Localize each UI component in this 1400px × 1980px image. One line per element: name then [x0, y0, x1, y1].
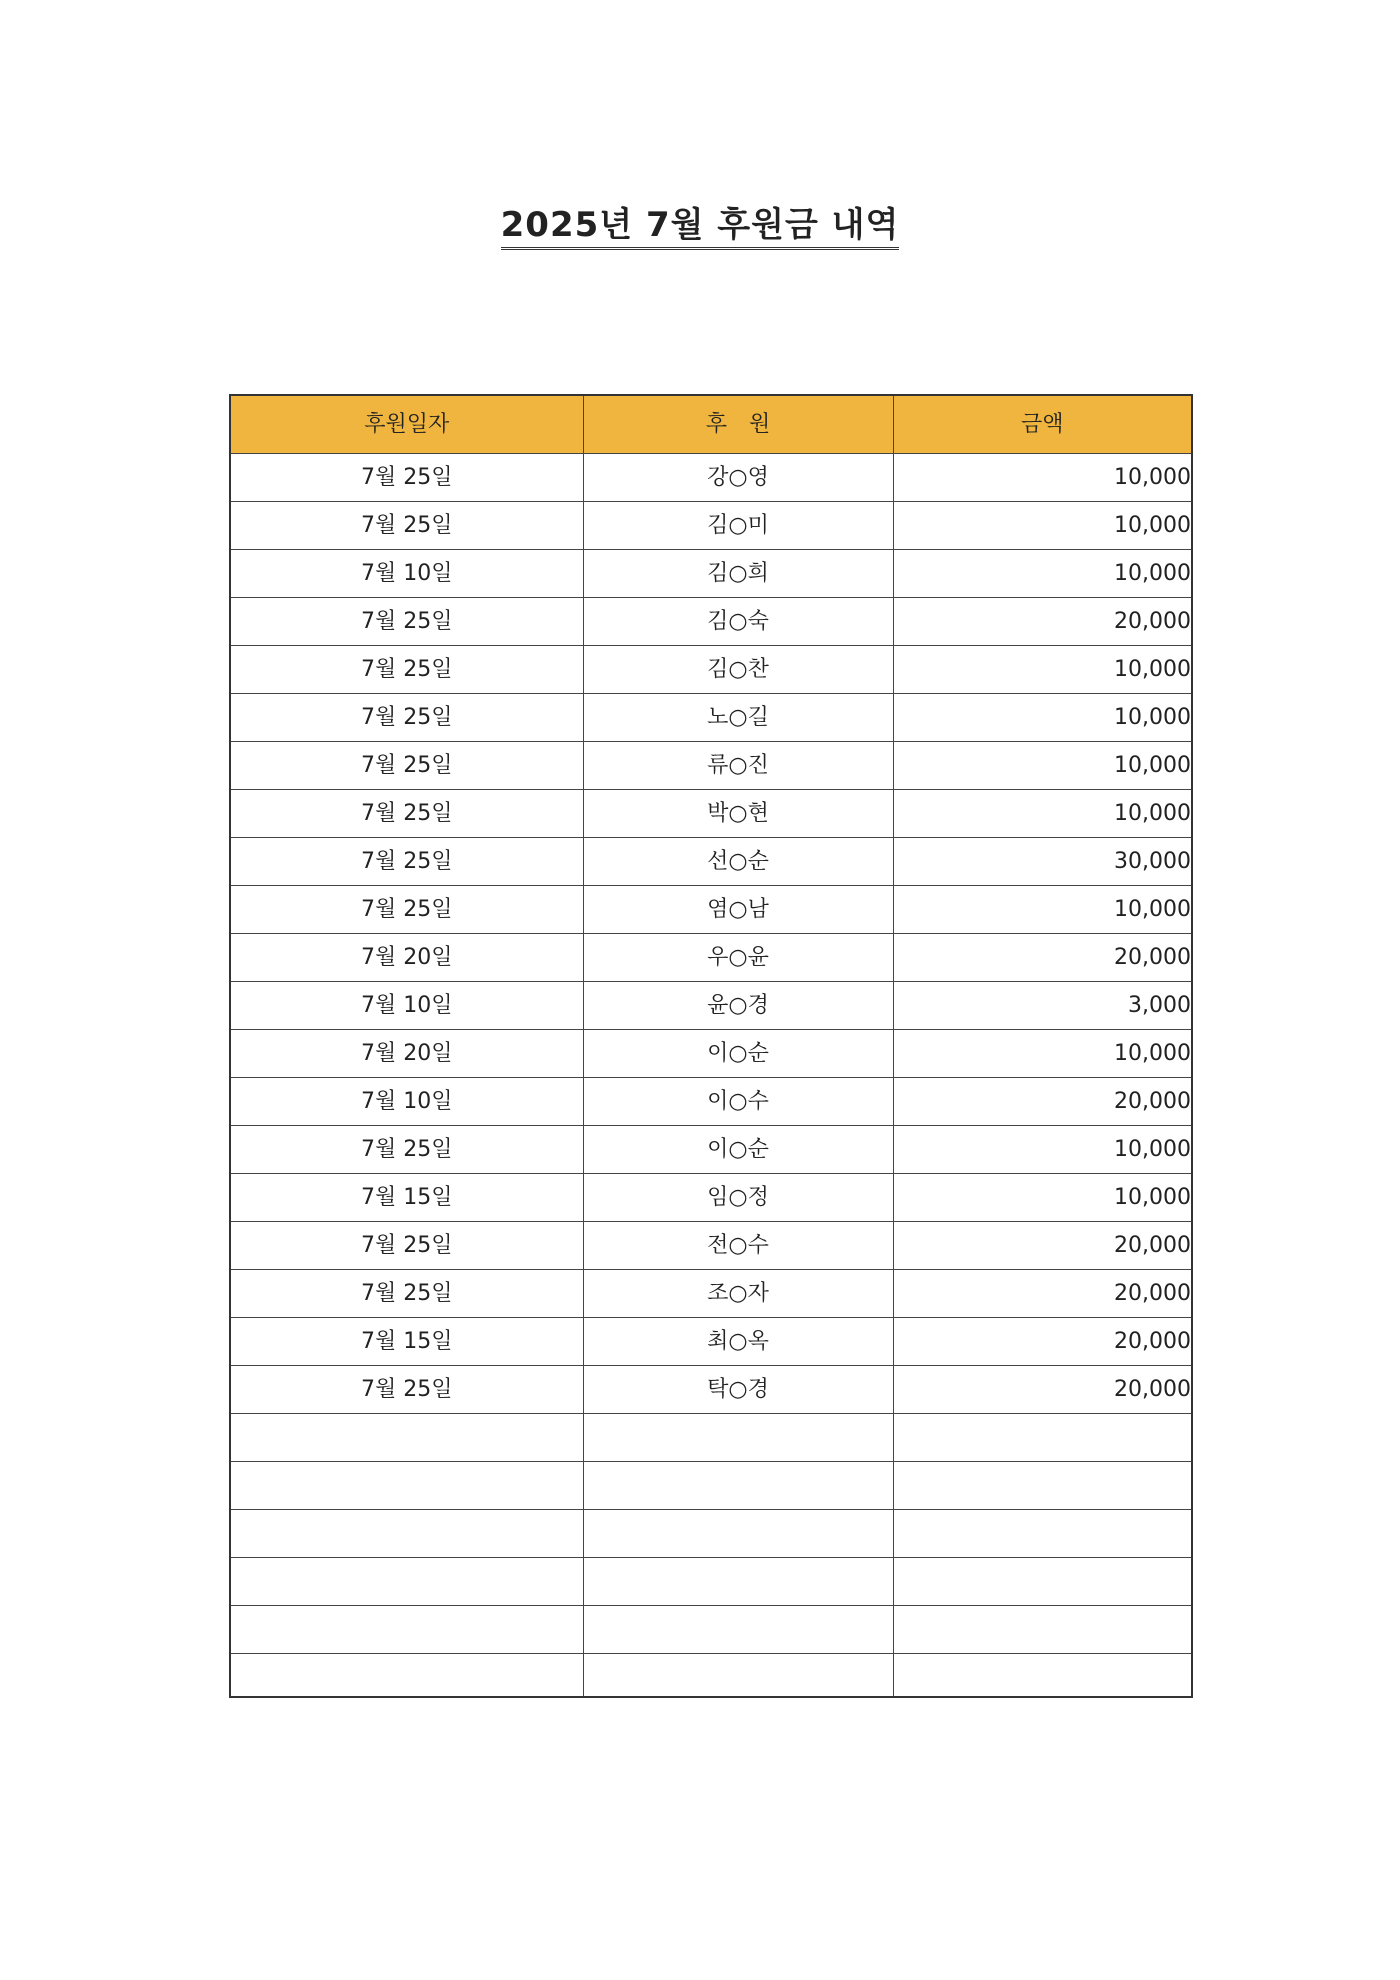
table-row [230, 838, 1192, 886]
date-cell: 7월 25일 [230, 694, 583, 742]
date-cell: 7월 10일 [230, 1078, 583, 1126]
empty-table-row [230, 1654, 1192, 1698]
table-row [230, 502, 1192, 550]
table-row [230, 550, 1192, 598]
amount-cell: 10,000 [893, 502, 1192, 550]
date-cell: 7월 10일 [230, 982, 583, 1030]
table-row [230, 1030, 1192, 1078]
page-title [0, 205, 1400, 250]
amount-cell: 10,000 [893, 1030, 1192, 1078]
donor-cell: 최○옥 [583, 1318, 893, 1366]
donation-table-body [230, 454, 1192, 1698]
empty-cell [893, 1654, 1192, 1698]
date-cell: 7월 25일 [230, 646, 583, 694]
table-row [230, 1222, 1192, 1270]
donation-table [229, 394, 1193, 1698]
date-cell: 7월 25일 [230, 1126, 583, 1174]
table-row [230, 1078, 1192, 1126]
header-date: 후원일자 [230, 395, 583, 454]
donor-cell: 임○정 [583, 1174, 893, 1222]
amount-cell: 10,000 [893, 550, 1192, 598]
amount-cell: 10,000 [893, 1126, 1192, 1174]
amount-cell: 3,000 [893, 982, 1192, 1030]
empty-cell [583, 1510, 893, 1558]
table-row [230, 1174, 1192, 1222]
amount-cell: 20,000 [893, 1222, 1192, 1270]
donor-cell: 선○순 [583, 838, 893, 886]
table-row [230, 1270, 1192, 1318]
amount-cell: 10,000 [893, 646, 1192, 694]
table-row [230, 982, 1192, 1030]
donor-cell: 이○수 [583, 1078, 893, 1126]
empty-cell [583, 1654, 893, 1698]
table-row [230, 1366, 1192, 1414]
donor-cell: 염○남 [583, 886, 893, 934]
empty-cell [230, 1510, 583, 1558]
empty-cell [583, 1462, 893, 1510]
empty-cell [230, 1654, 583, 1698]
date-cell: 7월 25일 [230, 1222, 583, 1270]
date-cell: 7월 25일 [230, 1270, 583, 1318]
donor-cell: 이○순 [583, 1126, 893, 1174]
empty-cell [583, 1558, 893, 1606]
date-cell: 7월 25일 [230, 1366, 583, 1414]
date-cell: 7월 20일 [230, 1030, 583, 1078]
donor-cell: 김○미 [583, 502, 893, 550]
donor-cell: 강○영 [583, 454, 893, 502]
empty-cell [230, 1462, 583, 1510]
empty-cell [893, 1558, 1192, 1606]
amount-cell: 10,000 [893, 742, 1192, 790]
empty-table-row [230, 1414, 1192, 1462]
table-row [230, 886, 1192, 934]
date-cell: 7월 25일 [230, 454, 583, 502]
amount-cell: 20,000 [893, 598, 1192, 646]
empty-table-row [230, 1606, 1192, 1654]
amount-cell: 20,000 [893, 1366, 1192, 1414]
date-cell: 7월 25일 [230, 598, 583, 646]
table-row [230, 598, 1192, 646]
amount-cell: 20,000 [893, 1078, 1192, 1126]
empty-cell [893, 1462, 1192, 1510]
donor-cell: 김○희 [583, 550, 893, 598]
donor-cell: 이○순 [583, 1030, 893, 1078]
empty-cell [583, 1606, 893, 1654]
table-row [230, 742, 1192, 790]
amount-cell: 20,000 [893, 934, 1192, 982]
empty-table-row [230, 1558, 1192, 1606]
donor-cell: 탁○경 [583, 1366, 893, 1414]
empty-cell [583, 1414, 893, 1462]
amount-cell: 20,000 [893, 1318, 1192, 1366]
amount-cell: 10,000 [893, 694, 1192, 742]
date-cell: 7월 10일 [230, 550, 583, 598]
empty-table-row [230, 1462, 1192, 1510]
table-row [230, 454, 1192, 502]
header-amount: 금액 [893, 395, 1192, 454]
date-cell: 7월 25일 [230, 742, 583, 790]
amount-cell: 30,000 [893, 838, 1192, 886]
table-row [230, 790, 1192, 838]
amount-cell: 10,000 [893, 454, 1192, 502]
date-cell: 7월 25일 [230, 886, 583, 934]
table-row [230, 646, 1192, 694]
table-header-row [230, 395, 1192, 454]
table-row [230, 1126, 1192, 1174]
donor-cell: 전○수 [583, 1222, 893, 1270]
empty-table-row [230, 1510, 1192, 1558]
donor-cell: 우○윤 [583, 934, 893, 982]
date-cell: 7월 25일 [230, 502, 583, 550]
date-cell: 7월 15일 [230, 1318, 583, 1366]
empty-cell [230, 1606, 583, 1654]
donor-cell: 김○숙 [583, 598, 893, 646]
table-row [230, 1318, 1192, 1366]
header-donor: 후 원 [583, 395, 893, 454]
date-cell: 7월 15일 [230, 1174, 583, 1222]
date-cell: 7월 25일 [230, 790, 583, 838]
donor-cell: 조○자 [583, 1270, 893, 1318]
table-row [230, 694, 1192, 742]
amount-cell: 10,000 [893, 886, 1192, 934]
empty-cell [230, 1414, 583, 1462]
empty-cell [893, 1606, 1192, 1654]
donor-cell: 윤○경 [583, 982, 893, 1030]
table-row [230, 934, 1192, 982]
amount-cell: 10,000 [893, 1174, 1192, 1222]
page-title-text: 2025년 7월 후원금 내역 [501, 206, 900, 250]
amount-cell: 10,000 [893, 790, 1192, 838]
amount-cell: 20,000 [893, 1270, 1192, 1318]
date-cell: 7월 25일 [230, 838, 583, 886]
empty-cell [893, 1414, 1192, 1462]
date-cell: 7월 20일 [230, 934, 583, 982]
empty-cell [230, 1558, 583, 1606]
empty-cell [893, 1510, 1192, 1558]
donor-cell: 노○길 [583, 694, 893, 742]
donor-cell: 김○찬 [583, 646, 893, 694]
donor-cell: 류○진 [583, 742, 893, 790]
donor-cell: 박○현 [583, 790, 893, 838]
